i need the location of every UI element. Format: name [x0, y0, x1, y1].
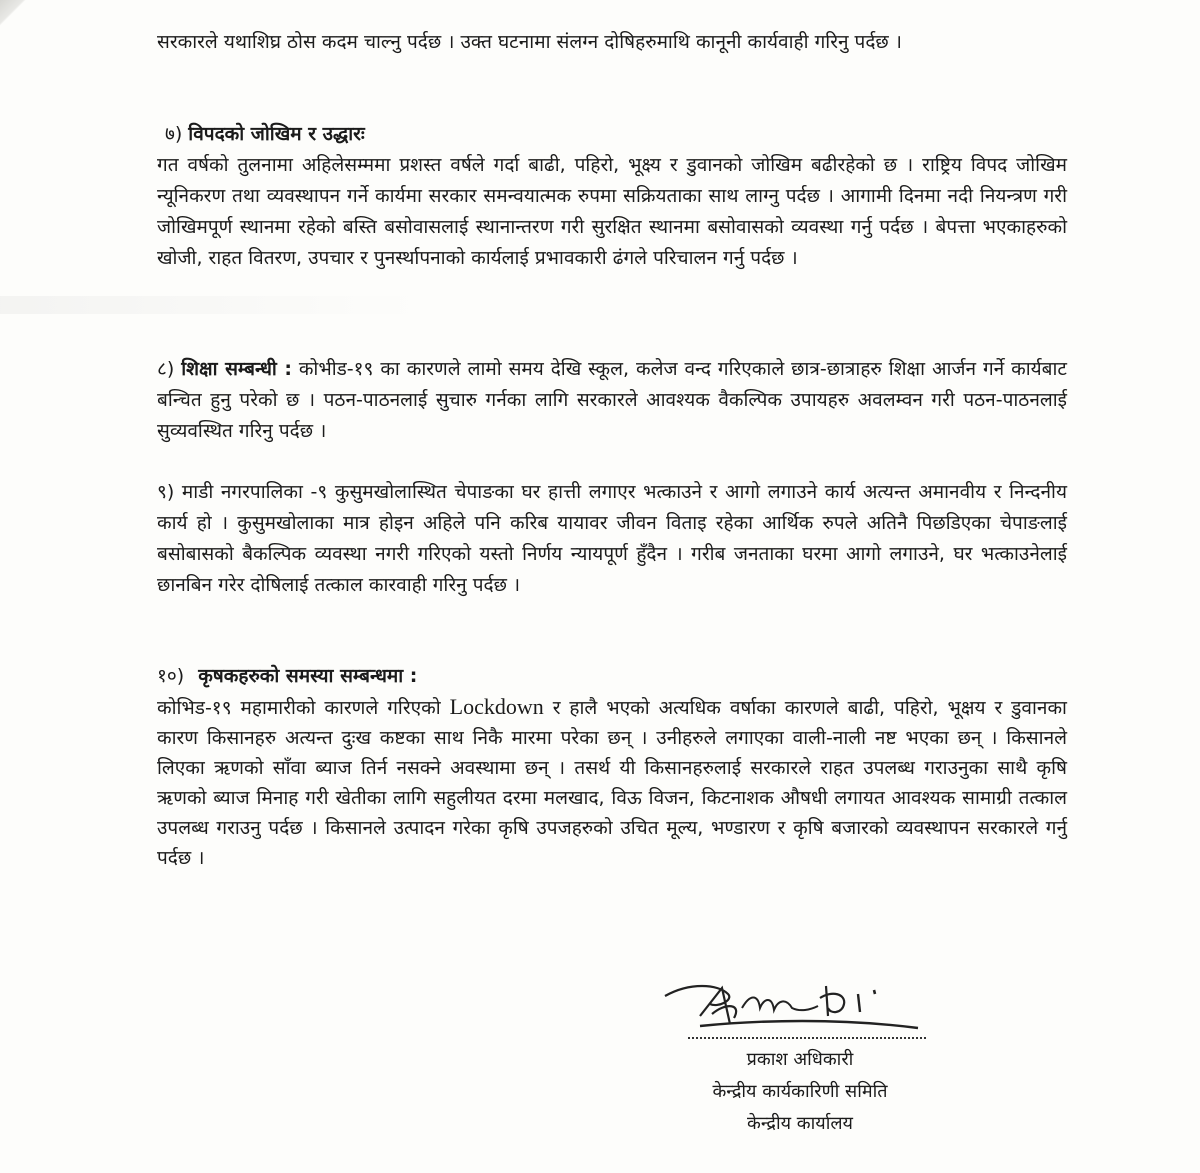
section-8-title: शिक्षा सम्बन्धी : [181, 358, 292, 380]
section-9-body: माडी नगरपालिका -९ कुसुमखोलास्थित चेपाङका घर हात्ती लगाएर भत्काउने र आगो लगाउने कार्य अत्यन्त अमानवीय र निन्दनीय कार्य हो । कुसुमखोलाका मात्र होइन अहिले पनि करिब यायावर जीवन विताइ रहेका आर्थिक रुपले अतिनै पिछडिएका चेपाङलाई बसोबासको बैकल्पिक व्यवस्था नगरी गरिएको यस्तो निर्णय न्यायपूर्ण हुँदैन । गरीब जनताका घरमा आगो लगाउने, घर भत्काउनेलाई छानबिन गरेर दोषिलाई तत्काल कारवाही गरिनु पर्दछ । [157, 481, 1067, 596]
section-10-body-rest: र हालै भएको अत्यधिक वर्षाका कारणले बाढी, पहिरो, भूक्षय र डुवानका कारण किसानहरु अत्यन्त दुःख कष्टका साथ निकै मारमा परेका छन् । उनीहरुले लगाएका वाली-नाली नष्ट भएका छन् । किसानले लिएका ऋणको साँवा ब्याज तिर्न नसक्ने अवस्थामा छन् । तसर्थ यी किसानहरुलाई सरकारले राहत उपलब्ध गराउनुका साथै कृषि ऋणको ब्याज मिनाह गरी खेतीका लागि सहुलीयत दरमा मलखाद, विऊ विजन, किटनाशक औषधी लगायत आवश्यक सामाग्री तत्काल उपलब्ध गराउनु पर्दछ । किसानले उत्पादन गरेका कृषि उपजहरुको उचित मूल्य, भण्डारण र कृषि बजारको व्यवस्थापन सरकारले गर्नु पर्दछ । [157, 697, 1067, 869]
section-8-number: ८) [157, 358, 175, 380]
lockdown-word: Lockdown [449, 694, 544, 719]
signatory-committee: केन्द्रीय कार्यकारिणी समिति [712, 1081, 888, 1102]
signature-block [640, 1044, 960, 1140]
section-7-number: ७) [165, 123, 183, 145]
section-10-number: १०) [157, 665, 185, 687]
signatory-office: केन्द्रीय कार्यालय [747, 1113, 853, 1134]
section-10-heading [157, 661, 417, 692]
handwritten-signature [660, 968, 930, 1048]
section-8-paragraph [157, 354, 1067, 447]
section-7-body: गत वर्षको तुलनामा अहिलेसम्ममा प्रशस्त वर्षले गर्दा बाढी, पहिरो, भूक्ष्य र डुवानको जोखिम बढीरहेको छ । राष्ट्रिय विपद जोखिम न्यूनिकरण तथा व्यवस्थापन गर्ने कार्यमा सरकार समन्वयात्मक रुपमा सक्रियताका साथ लाग्नु पर्दछ । आगामी दिनमा नदी नियन्त्रण गरी जोखिमपूर्ण स्थानमा रहेको बस्ति बसोवासलाई स्थानान्तरण गरी सुरक्षित स्थानमा बसोवासको व्यवस्था गर्नु पर्दछ । बेपत्ता भएकाहरुको खोजी, राहत वितरण, उपचार र पुनर्स्थापनाको कार्यलाई प्रभावकारी ढंगले परिचालन गर्नु पर्दछ । [157, 154, 1067, 269]
signature-dotted-line [688, 1037, 926, 1039]
section-7-heading [165, 119, 365, 150]
section-10-body [157, 692, 1067, 873]
scan-smudge [0, 296, 420, 314]
section-10-title: कृषकहरुको समस्या सम्बन्धमा : [198, 665, 418, 687]
page-corner-fold [0, 0, 26, 26]
section-9-number: ९) [157, 481, 175, 503]
section-10-body-start: कोभिड-१९ महामारीको कारणले गरिएको [157, 697, 441, 719]
section-7-title: विपदको जोखिम र उद्धारः [188, 123, 365, 145]
section-9-paragraph [157, 477, 1067, 601]
section-8-body: कोभीड-१९ का कारणले लामो समय देखि स्कूल, कलेज वन्द गरिएकाले छात्र-छात्राहरु शिक्षा आर्जन गर्ने कार्यबाट बन्चित हुनु परेको छ । पठन-पाठनलाई सुचारु गर्नका लागि सरकारले आवश्यक वैकल्पिक उपायहरु अवलम्वन गरी पठन-पाठनलाई सुव्यवस्थित गरिनु पर्दछ । [157, 358, 1068, 442]
intro-tail-paragraph: सरकारले यथाशिघ्र ठोस कदम चाल्नु पर्दछ । उक्त घटनामा संलग्न दोषिहरुमाथि कानूनी कार्यवाही गरिनु पर्दछ । [157, 31, 902, 53]
signatory-name: प्रकाश अधिकारी [746, 1049, 854, 1070]
